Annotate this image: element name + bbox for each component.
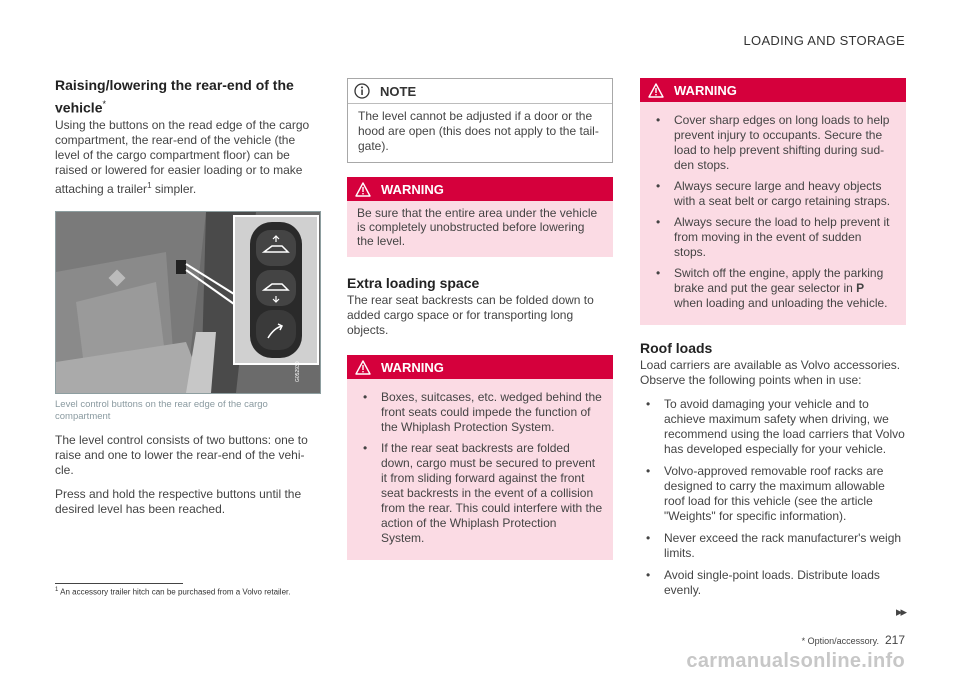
- intro-paragraph: Using the buttons on the read edge of the cargo compartment, the rear-end of the vehicle (the level of the cargo compartment floor) can be raised or lowered for easier loading or to make attaching a trailer$^1$ simpler.: [55, 117, 310, 196]
- note-title: NOTE: [380, 83, 417, 99]
- list-item: • Volvo-approved removable roof racks are designed to carry the maximum allowable roof load for this vehicle (see the article "Weights" for specific information).: [640, 464, 906, 524]
- section-title: LOADING AND STORAGE: [743, 33, 905, 48]
- column-middle: [347, 76, 613, 560]
- column-right: [640, 76, 906, 605]
- warning-title: WARNING: [381, 359, 444, 375]
- list-item: • Always secure large and heavy objects with a seat belt or cargo retaining straps.: [650, 179, 896, 209]
- gear-p: P: [856, 281, 865, 295]
- warning-text: Be sure that the entire area under the vehicle is completely unobstructed before lowering the level.: [357, 206, 598, 248]
- list-item: • If the rear seat backrests are folded down, cargo must be secured to prevent it from sliding forward against the front seat backrests in the event of a collision from the rear. This could interfere with the action of the Whiplash Protection System.: [357, 441, 603, 546]
- warning-box-cargo: [640, 78, 906, 325]
- paragraph-press-hold: Press and hold the respective buttons until the desired level has been reached.: [55, 486, 302, 516]
- heading-rear-end: Raising/lowering the rear-end of the vehicle*: [55, 77, 294, 116]
- warning-triangle-icon: [355, 360, 371, 375]
- figure-level-control: [55, 211, 321, 394]
- note-box: [347, 78, 613, 163]
- column-left: [55, 76, 321, 517]
- paragraph-roof-intro: Load carriers are available as Volvo accessories. Observe the following points when in use:: [640, 358, 901, 387]
- warning-header: [347, 177, 613, 201]
- list-item: • Avoid single-point loads. Distribute loads evenly.: [640, 568, 906, 598]
- cargo-illustration: [56, 212, 320, 393]
- paragraph-level-control: The level control consists of two buttons: one to raise and one to lower the rear-end of the vehi- cle.: [55, 432, 308, 477]
- footnote-divider: [55, 583, 183, 584]
- warning-header: [347, 355, 613, 379]
- footnote: $^1$ An accessory trailer hitch can be purchased from a Volvo retailer.: [55, 587, 291, 597]
- warning-title: WARNING: [674, 82, 737, 98]
- note-header: [348, 79, 612, 104]
- page-number: 217: [884, 633, 905, 647]
- warning-box-whiplash: [347, 355, 613, 560]
- footnote-ref[interactable]: 1: [147, 180, 152, 190]
- page-footer: [802, 633, 905, 647]
- list-item: • Never exceed the rack manufacturer's weigh limits.: [640, 531, 906, 561]
- warning-title: WARNING: [381, 181, 444, 197]
- warning-triangle-icon: [355, 182, 371, 197]
- paragraph-extra-loading: The rear seat backrests can be folded down to added cargo space or for transporting long objects.: [347, 293, 594, 337]
- list-item: • Always secure the load to help prevent it from moving in the event of sudden stops.: [650, 215, 896, 260]
- warning-triangle-icon: [648, 83, 664, 98]
- option-note: * Option/accessory.: [801, 636, 879, 646]
- warning-list: [347, 379, 613, 560]
- list-item: • Cover sharp edges on long loads to help prevent injury to occupants. Secure the load to help prevent shifting during sud- den stops.: [650, 113, 896, 173]
- warning-box-level: [347, 177, 613, 257]
- info-icon: [354, 83, 370, 99]
- heading-roof-loads: Roof loads: [640, 340, 713, 356]
- next-page-arrows[interactable]: ▸▸: [895, 604, 905, 619]
- figure-code: G052930: [295, 361, 301, 382]
- watermark: carmanualsonline.info: [686, 650, 905, 672]
- list-item: • Boxes, suitcases, etc. wedged behind the front seats could impede the function of the Whiplash Protection System.: [357, 390, 603, 435]
- heading-extra-loading: Extra loading space: [347, 275, 480, 291]
- figure-caption: Level control buttons on the rear edge of the cargo compartment: [55, 398, 268, 422]
- note-text: The level cannot be adjusted if a door or the hood are open (this does not apply to the tail- gate).: [358, 109, 599, 153]
- warning-header: [640, 78, 906, 102]
- option-mark: *: [102, 99, 106, 109]
- warning-list: [640, 102, 906, 325]
- list-item: • Switch off the engine, apply the parking brake and put the gear selector in P when loading and unloading the vehicle.: [650, 266, 896, 311]
- list-item: • To avoid damaging your vehicle and to achieve maximum safety when driving, we recommend using the load carriers that Volvo has developed especially for your vehicle.: [640, 397, 906, 457]
